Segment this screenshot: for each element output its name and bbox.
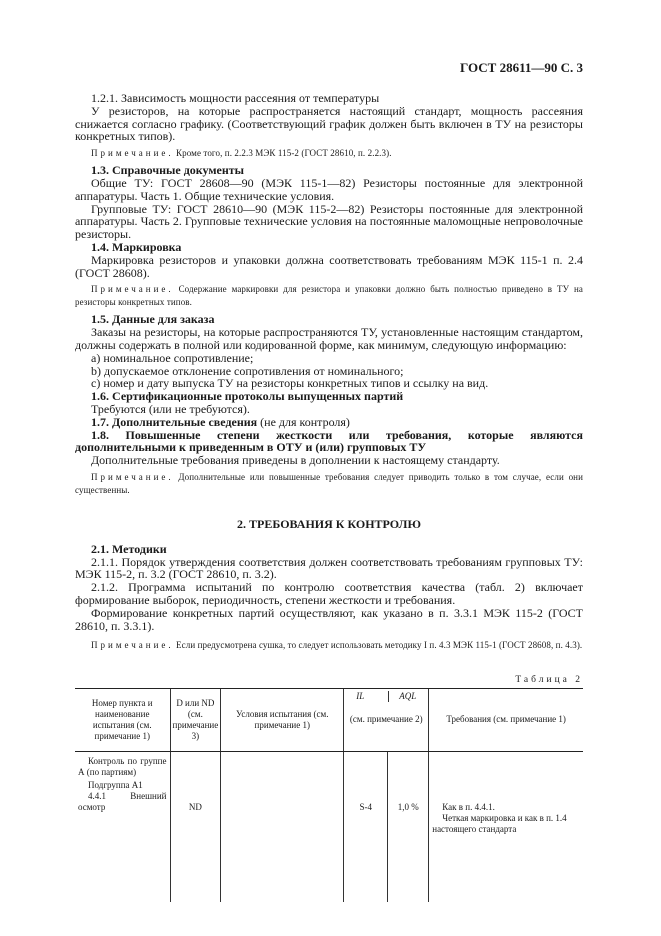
- s17: [75, 416, 583, 429]
- s18-title: 1.8. Повышенные степени жесткости или требования, которые являются дополнительными к приведенным в ОТУ и (или) групповых ТУ: [75, 427, 583, 455]
- p211: 2.1.1. Порядок утверждения соответствия должен соответствовать требованиям групповых ТУ: МЭК 115-2, п. 3.2 (ГОСТ 28610, п. 3.2).: [75, 554, 583, 582]
- s15-p1: Заказы на резисторы, на которые распространяются ТУ, установленные настоящим стандартом, должны содержать в полной или кодированной форме, как минимум, следующую информацию:: [75, 325, 583, 352]
- note-label: Примечание.: [91, 284, 174, 295]
- page-header: ГОСТ 28611—90 С. 3: [460, 60, 583, 75]
- th-conditions: Условия испытания (см. примечание 1): [221, 689, 344, 752]
- section-2-title: 2. ТРЕБОВАНИЯ К КОНТРОЛЮ: [237, 517, 421, 531]
- table-caption: Таблица 2: [515, 675, 583, 685]
- p212: 2.1.2. Программа испытаний по контролю соответствия качества (табл. 2) включает формирование выборок, периодичность, степени жесткости и требования.: [75, 580, 583, 607]
- s13-title: 1.3. Справочные документы: [91, 163, 245, 178]
- cell-d-nd: ND: [170, 751, 221, 902]
- note-label: Примечание.: [91, 640, 174, 651]
- section-1-body: [75, 92, 583, 501]
- s13-p1: Общие ТУ: ГОСТ 28608—90 (МЭК 115-1—82) Резисторы постоянные для электронной аппаратуры. Часть 1. Общие технические условия.: [75, 175, 583, 203]
- note-label: Примечание.: [91, 148, 174, 159]
- cell-il: S-4: [344, 751, 388, 902]
- s16-title: 1.6. Сертификационные протоколы выпущенных партий: [91, 389, 404, 404]
- cell-test: [75, 751, 170, 902]
- s14-p1: Маркировка резисторов и упаковки должна соответствовать требованиям МЭК 115-1 п. 2.4 (ГОСТ 28608).: [75, 252, 583, 280]
- s14-title: 1.4. Маркировка: [91, 239, 182, 254]
- s17-title: 1.7. Дополнительные сведения: [91, 414, 258, 429]
- s18-p1: Дополнительные требования приведены в дополнении к настоящему стандарту.: [91, 453, 500, 468]
- note-1: [75, 147, 583, 160]
- th-il-aql: [344, 689, 429, 751]
- table-row: [75, 751, 583, 902]
- table-2: [75, 688, 583, 902]
- th-d-nd: D или ND (см. примечание 3): [170, 689, 221, 752]
- cell-requirements: [429, 751, 583, 902]
- note-label: Примечание.: [91, 471, 174, 482]
- note-text: Дополнительные или повышенные требования следует приводить только в том случае, если они существенны.: [75, 471, 584, 495]
- group-a-label: Контроль по группе А (по партиям): [78, 755, 167, 777]
- th-requirements: Требования (см. примечание 1): [429, 689, 583, 752]
- s15-item-b: b) допускаемое отклонение сопротивления от номинального;: [91, 363, 404, 378]
- s13-p2: Групповые ТУ: ГОСТ 28610—90 (МЭК 115-2—82) Резисторы постоянные для электронной аппаратуры. Часть 2. Групповые технические условия на постоянные маломощные непроволочные резисторы.: [75, 201, 583, 242]
- s17-rest: (не для контроля): [257, 414, 350, 429]
- s21-title: 2.1. Методики: [91, 541, 167, 556]
- note-text: Содержание маркировки для резистора и упаковки должно быть полностью приведено в ТУ на резисторы конкретных типов.: [75, 284, 583, 308]
- th-aql: AQL: [388, 691, 416, 702]
- note-text: Если предусмотрена сушка, то следует использовать методику I п. 4.3 МЭК 115-1 (ГОСТ 28608, п. 4.3).: [176, 640, 583, 651]
- s15-item-a: a) номинальное сопротивление;: [91, 350, 254, 365]
- th-test: Номер пункта и наименование испытания (см. примечание 1): [75, 689, 170, 752]
- cell-conditions: [221, 751, 344, 902]
- req-1: Как в п. 4.4.1.: [442, 801, 495, 812]
- note-text: Кроме того, п. 2.2.3 МЭК 115-2 (ГОСТ 28610, п. 2.2.3).: [176, 148, 392, 159]
- s15-item-c: c) номер и дату выпуска ТУ на резисторы конкретных типов и ссылку на вид.: [91, 376, 489, 391]
- cell-aql: 1,0 %: [388, 751, 429, 902]
- section-2-body: [75, 518, 583, 656]
- th-il: IL: [356, 691, 365, 701]
- test-name: 4.4.1 Внешний осмотр: [78, 790, 167, 812]
- note-4: [75, 639, 583, 652]
- s121-text: У резисторов, на которые распространяется настоящий стандарт, мощность рассеяния снижается согласно графику. (Соответствующий график должен быть включен в ТУ на резисторы конкретных типов).: [75, 103, 583, 144]
- note-3: [75, 471, 583, 497]
- subgroup-label: Подгруппа А1: [88, 779, 143, 790]
- th-il-aql-note: (см. примечание 2): [349, 714, 423, 724]
- p213: Формирование конкретных партий осуществляют, как указано в п. 3.3.1 МЭК 115-2 (ГОСТ 28610, п. 3.3.1).: [75, 605, 583, 633]
- note-2: [75, 283, 583, 309]
- req-2: Четкая маркировка и как в п. 1.4 настоящего стандарта: [432, 812, 567, 834]
- s16-p1: Требуются (или не требуются).: [91, 401, 250, 416]
- s121-title: 1.2.1. Зависимость мощности рассеяния от температуры: [91, 91, 380, 105]
- s15-title: 1.5. Данные для заказа: [91, 312, 215, 327]
